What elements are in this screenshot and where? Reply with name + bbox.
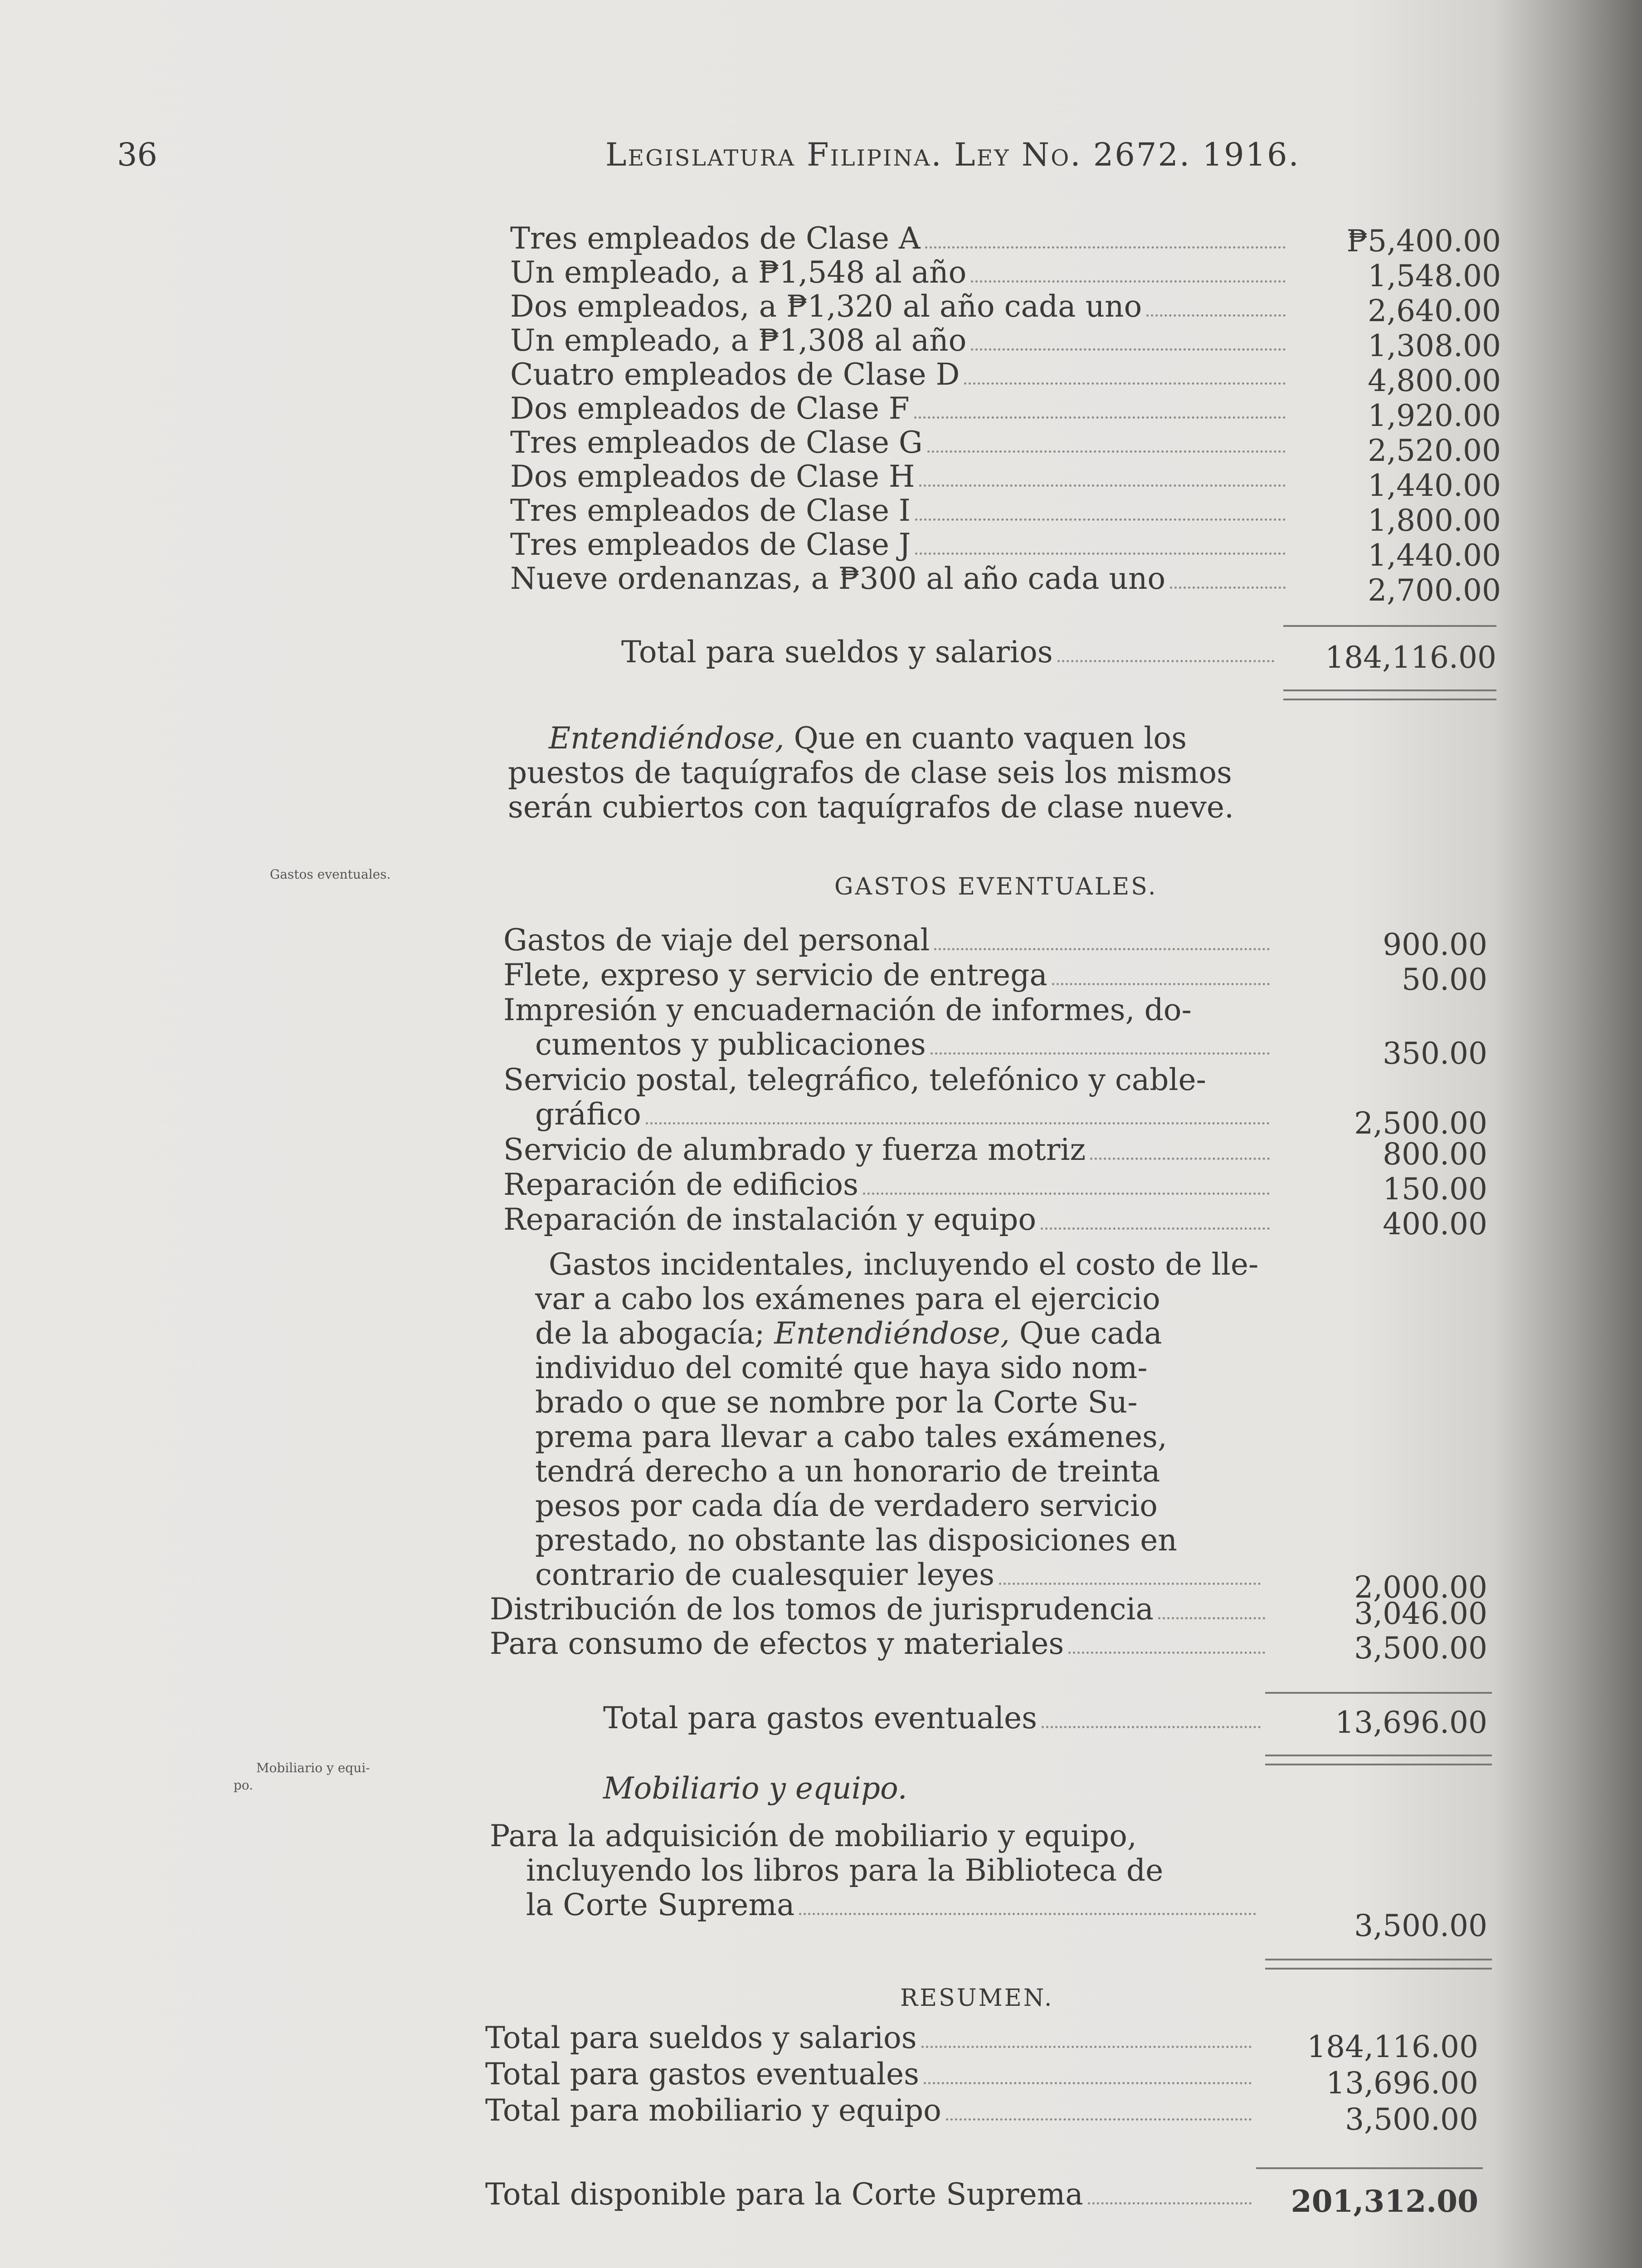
gastos-item-amount: 900.00	[1383, 927, 1487, 962]
double-rule-2	[1283, 699, 1496, 700]
salary-item-label: Cuatro empleados de Clase D	[510, 357, 960, 392]
incidentales-line: tendrá derecho a un honorario de treinta	[535, 1454, 1160, 1489]
salary-item-label: Nueve ordenanzas, a ₱300 al año cada uno	[510, 561, 1166, 596]
proviso-line-3: serán cubiertos con taquígrafos de clase nueve.	[508, 790, 1234, 825]
grand-total-amount: 201,312.00	[1291, 2184, 1478, 2219]
gastos-item-label: Servicio de alumbrado y fuerza motriz	[503, 1132, 1086, 1167]
salary-item-amount: 1,308.00	[1368, 328, 1501, 363]
salary-item-label: Dos empleados de Clase F	[510, 391, 910, 426]
gastos-item-leader-dots	[934, 948, 1270, 950]
gastos-extra-item-row	[490, 1627, 1270, 1661]
salary-item-leader-dots	[915, 552, 1286, 555]
resumen-item-row	[485, 2021, 1256, 2055]
salary-item-row	[510, 459, 1290, 494]
resumen-title: RESUMEN.	[900, 1984, 1054, 2012]
gastos-item-amount: 800.00	[1383, 1137, 1487, 1172]
gastos-item-row	[535, 1027, 1274, 1062]
gastos-item-row	[535, 1097, 1274, 1132]
incidentales-line: brado o que se nombre por la Corte Su-	[535, 1385, 1138, 1420]
gastos-item-label: Flete, expreso y servicio de entrega	[503, 958, 1048, 992]
incidentales-last-line: contrario de cualesquier leyes	[535, 1558, 1265, 1592]
gastos-extra-item-row	[490, 1592, 1270, 1627]
salary-item-leader-dots	[1170, 587, 1286, 589]
salary-item-row	[510, 323, 1290, 358]
gastos-item-label: gráfico	[535, 1097, 641, 1132]
gastos-item-line: Servicio postal, telegráfico, telefónico y cable-	[503, 1062, 1206, 1097]
mobiliario-last-line: la Corte Suprema	[526, 1888, 1261, 1922]
salaries-total-row	[621, 635, 1279, 670]
incidentales-line: prema para llevar a cabo tales exámenes,	[535, 1419, 1167, 1454]
salary-item-amount: 2,640.00	[1368, 293, 1501, 328]
gastos-subtotal-rule	[1265, 1692, 1492, 1694]
salary-item-leader-dots	[971, 280, 1286, 283]
gastos-item-row	[503, 1168, 1274, 1202]
mobiliario-line: Para la adquisición de mobiliario y equipo,	[490, 1818, 1137, 1853]
incidentales-line: pesos por cada día de verdadero servicio	[535, 1488, 1158, 1523]
incidentales-line: Gastos incidentales, incluyendo el costo de lle-	[549, 1247, 1259, 1282]
gastos-item-leader-dots	[931, 1052, 1270, 1055]
salary-item-label: Tres empleados de Clase G	[510, 425, 923, 460]
salary-item-label: Tres empleados de Clase J	[510, 527, 911, 562]
salary-item-leader-dots	[964, 382, 1286, 385]
resumen-item-leader-dots	[924, 2082, 1252, 2084]
salary-item-label: Un empleado, a ₱1,548 al año	[510, 255, 967, 290]
salary-item-row	[510, 221, 1290, 256]
salary-item-leader-dots	[1146, 314, 1286, 317]
gastos-extra-item-amount: 3,500.00	[1354, 1631, 1487, 1666]
salary-item-amount: 1,440.00	[1368, 538, 1501, 573]
resumen-item-amount: 184,116.00	[1307, 2029, 1478, 2064]
salary-item-row	[510, 494, 1290, 528]
resumen-item-label: Total para mobiliario y equipo	[485, 2093, 941, 2128]
incidentales-line: prestado, no obstante las disposiciones en	[535, 1523, 1177, 1558]
salary-item-leader-dots	[927, 450, 1286, 453]
salaries-total-amount: 184,116.00	[1325, 640, 1496, 675]
proviso-line-1: Entendiéndose, Que en cuanto vaquen los	[549, 721, 1187, 756]
grand-total-label: Total disponible para la Corte Suprema	[485, 2177, 1083, 2212]
resumen-item-amount: 13,696.00	[1326, 2066, 1478, 2101]
incidentales-line: var a cabo los exámenes para el ejercicio	[535, 1281, 1160, 1316]
gastos-total-amount: 13,696.00	[1335, 1705, 1487, 1740]
gastos-item-leader-dots	[1041, 1227, 1270, 1230]
salary-item-label: Un empleado, a ₱1,308 al año	[510, 323, 967, 358]
resumen-item-leader-dots	[946, 2118, 1252, 2121]
salary-item-amount: ₱5,400.00	[1346, 224, 1501, 259]
salary-item-label: Tres empleados de Clase A	[510, 221, 921, 256]
salary-item-leader-dots	[915, 518, 1286, 521]
salary-item-row	[510, 255, 1290, 290]
gastos-item-label: cumentos y publicaciones	[535, 1027, 926, 1062]
salary-item-leader-dots	[914, 416, 1286, 419]
salary-item-amount: 1,548.00	[1368, 259, 1501, 293]
page-number: 36	[117, 136, 158, 173]
mobiliario-amount: 3,500.00	[1354, 1908, 1487, 1943]
salary-item-leader-dots	[925, 246, 1286, 249]
salary-item-row	[510, 289, 1290, 324]
gastos-item-label: Reparación de instalación y equipo	[503, 1202, 1037, 1237]
salary-item-label: Dos empleados de Clase H	[510, 459, 915, 494]
gastos-item-row	[503, 1202, 1274, 1237]
double-rule-6	[1265, 1968, 1492, 1970]
running-head: Legislatura Filipina. Ley No. 2672. 1916.	[605, 136, 1300, 173]
gastos-total-label: Total para gastos eventuales	[603, 1701, 1037, 1735]
gastos-item-leader-dots	[1052, 983, 1270, 985]
page-header	[0, 136, 1642, 186]
gastos-item-amount: 350.00	[1383, 1036, 1487, 1071]
resumen-item-label: Total para gastos eventuales	[485, 2057, 919, 2092]
gastos-item-label: Reparación de edificios	[503, 1167, 858, 1202]
salary-item-leader-dots	[971, 348, 1286, 351]
salary-item-row	[510, 391, 1290, 426]
double-rule-1	[1283, 689, 1496, 691]
gastos-item-line: Impresión y encuadernación de informes, do-	[503, 992, 1192, 1027]
salary-item-row	[510, 357, 1290, 392]
resumen-item-leader-dots	[921, 2046, 1252, 2048]
gastos-item-leader-dots	[1090, 1158, 1270, 1160]
gastos-extra-item-label: Distribución de los tomos de jurisprudencia	[490, 1592, 1154, 1627]
salary-item-row	[510, 528, 1290, 562]
salary-item-amount: 1,920.00	[1368, 398, 1501, 433]
gastos-item-leader-dots	[646, 1122, 1270, 1124]
gastos-item-amount: 150.00	[1383, 1172, 1487, 1207]
resumen-item-row	[485, 2093, 1256, 2128]
salary-item-amount: 2,520.00	[1368, 433, 1501, 468]
gastos-extra-item-leader-dots	[1068, 1652, 1265, 1654]
margin-note-mobiliario-2: po.	[234, 1778, 253, 1793]
double-rule-4	[1265, 1764, 1492, 1765]
proviso-line-2: puestos de taquígrafos de clase seis los mismos	[508, 755, 1232, 790]
mobiliario-title: Mobiliario y equipo.	[603, 1771, 907, 1806]
salary-item-amount: 4,800.00	[1368, 363, 1501, 398]
incidentales-amount: 2,000.00	[1354, 1570, 1487, 1605]
mobiliario-line: incluyendo los libros para la Biblioteca de	[526, 1853, 1164, 1888]
salary-item-label: Tres empleados de Clase I	[510, 493, 911, 528]
gastos-item-leader-dots	[863, 1193, 1270, 1195]
gastos-extra-item-label: Para consumo de efectos y materiales	[490, 1626, 1064, 1661]
incidentales-line: de la abogacía; Entendiéndose, Que cada	[535, 1316, 1162, 1351]
gastos-extra-item-amount: 3,046.00	[1354, 1596, 1487, 1631]
gastos-item-row	[503, 923, 1274, 958]
salary-item-leader-dots	[919, 484, 1286, 487]
gastos-item-row	[503, 1133, 1274, 1167]
double-rule-3	[1265, 1755, 1492, 1756]
salary-item-row	[510, 562, 1290, 596]
salaries-subtotal-rule	[1283, 625, 1496, 627]
margin-note-mobiliario-1: Mobiliario y equi-	[256, 1760, 370, 1775]
resumen-item-label: Total para sueldos y salarios	[485, 2020, 917, 2055]
margin-note-gastos: Gastos eventuales.	[270, 867, 391, 882]
double-rule-5	[1265, 1959, 1492, 1960]
gastos-item-amount: 400.00	[1383, 1207, 1487, 1242]
salary-item-amount: 2,700.00	[1368, 573, 1501, 608]
salary-item-row	[510, 425, 1290, 460]
salary-item-amount: 1,440.00	[1368, 468, 1501, 503]
gastos-item-row	[503, 958, 1274, 992]
gastos-item-label: Gastos de viaje del personal	[503, 923, 930, 958]
gastos-item-amount: 50.00	[1402, 962, 1487, 997]
gastos-section-title: GASTOS EVENTUALES.	[834, 873, 1158, 900]
grand-total-rule	[1256, 2167, 1483, 2169]
salaries-total-label: Total para sueldos y salarios	[621, 635, 1053, 670]
salary-item-label: Dos empleados, a ₱1,320 al año cada uno	[510, 289, 1142, 324]
resumen-item-row	[485, 2057, 1256, 2092]
salary-item-amount: 1,800.00	[1368, 503, 1501, 538]
grand-total-row	[485, 2177, 1256, 2212]
gastos-item-amount: 2,500.00	[1354, 1106, 1487, 1141]
resumen-item-amount: 3,500.00	[1345, 2102, 1478, 2137]
incidentales-line: individuo del comité que haya sido nom-	[535, 1350, 1148, 1385]
gastos-extra-item-leader-dots	[1158, 1617, 1265, 1619]
gastos-total-row	[603, 1701, 1265, 1735]
